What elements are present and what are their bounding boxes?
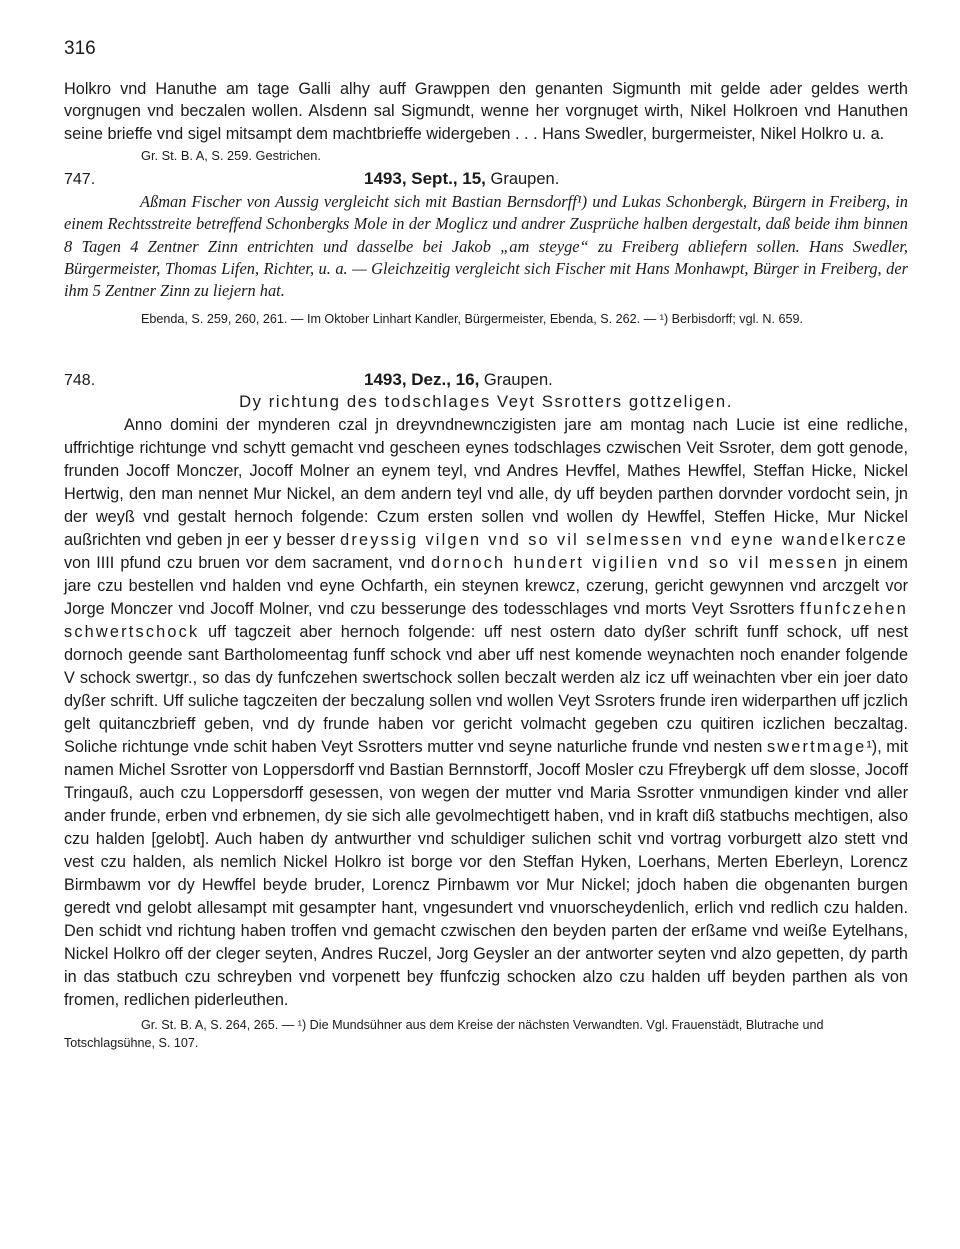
entry-748-title: Dy richtung des todschlages Veyt Ssrotters gottzeligen. xyxy=(239,392,733,412)
entry-747-dateline xyxy=(364,169,559,189)
entry-748-place: Graupen. xyxy=(483,371,553,390)
entry-748-header xyxy=(64,370,908,390)
entry-748-footnote: Gr. St. B. A, S. 264, 265. — ¹) Die Mundsühner aus dem Kreise der nächsten Verwandten. Vgl. Frauenstädt, Blutrache und Totschlagsühne, S. 107. xyxy=(64,1018,824,1051)
text-part: ¹), mit namen Michel Ssrotter von Loppersdorff vnd Bastian Bernnstorff, Jocoff Mosler czu Ffreybergk uff dem slosse, Jocoff Tringauß, auch czu Loppersdorff gesessen, von wegen der mutter vnd Maria Ssrotter vnmundigen kinder vnd aller ander frunde, erben vnd erbnemen, dy sie sich alle gevolmechtigett haben, vnd in kraft diß statbuchs mechtigen, also czu halden [gelobt]. Auch haben dy antwurther vnd schuldiger sulichen schit vnd vortrag vorburgett alzo stett vnd vest czu halden, als nemlich Nickel Holkro ist borge vor den Steffan Hyken, Loerhans, Merten Eberleyn, Lorencz Birmbawm vor dy Hewffel beyde bruder, Lorencz Pirnbawm vor Mur Nickel; jdoch haben die obgenanten burgen geredt vnd gelobt allesampt mit gesampter hant, vngesundert vnd vnuorscheydenlich, erlich vnd redlich czu halden. Den schidt vnd richtung haben troffen vnd gemacht czwischen den beyden parten der erßame vnd weiße Eytelhans, Nickel Holkro off der cleger seyten, Andres Ruczel, Jorg Geysler an der antworter seyten vnd alzo gepetten, dy parth in das statbuch czu schreyben vnd vorpenett bey ffunfczig schocken alzo czu halden uff beyden parthen als von fromen, redlichen piderleuthen. xyxy=(64,738,909,1010)
page-number: 316 xyxy=(64,38,96,59)
text-part: uff tagczeit aber hernoch folgende: uff nest ostern dato dyßer schrift funff schock, uff nest dornoch geende sant Bartholomeentag funff schock vnd aber uff nest komende weynachten noch enander folgende V schock swertgr., so das dy funfczehen swertschock sollen beczalt werden alz icz uff weinachten vber ein joer dato dyßer schrift. Uff suliche tagczeiten der beczalung sollen vnd wollen Veyt Ssroters frunde iren widerparthen uff jczlich gelt quitanczbrieff geben, vnd dy frunde haben vor gericht volmacht gegeben czu quitiren iczlichen beczaltag. Soliche richtunge vnde schit haben Veyt Ssrotters mutter vnd seyne naturliche frunde vnd nesten xyxy=(64,623,908,757)
entry-748-dateline xyxy=(364,370,553,390)
text-part: jn einem jare czu bestellen vnd halden vnd eyne Ochfarth, ein steynen krewcz, czerung, gericht gewynnen vnd arczgelt vor Jorge Monczer vnd Jocoff Molner, vnd czu besserunge des todesschlages vnd morts Veyt Ssrotters xyxy=(64,554,908,619)
spaced-text: ffunfczehen schwertschock xyxy=(64,600,908,642)
entry-747-regest: Aßman Fischer von Aussig vergleicht sich mit Bastian Bernsdorff¹) und Lukas Schonbergk, Bürgern in Freiberg, in einem Rechtsstreite betreffend Schonbergks Mole in der Moglicz und andrer Zusprüche halben dergestalt, daß beide ihm binnen 8 Tagen 4 Zentner Zinn entrichten und dasselbe bei Jakob „am steyge“ zu Freiberg abliefern sollen. Hans Swedler, Bürgermeister, Thomas Lifen, Richter, u. a. — Gleichzeitig vergleicht sich Fischer mit Hans Monhawpt, Bürger in Freiberg, der ihm 5 Zentner Zinn zu liejern hat. xyxy=(64,192,908,301)
entry-747-number: 747. xyxy=(64,171,96,189)
entry-748-text xyxy=(64,414,908,1012)
entry-746-continuation: Holkro vnd Hanuthe am tage Galli alhy auff Grawppen den genanten Sigmunth mit gelde ader geldes werth vorgnugen vnd beczalen wollen. Alsdenn sal Sigmundt, wenne her vorgnuget wirth, Nikel Holkroen vnd Hanuthen seine brieffe vnd sigel mitsampt dem machtbrieffe widergeben . . . Hans Swedler, burgermeister, Nikel Holkro u. a. xyxy=(64,80,908,143)
document-page xyxy=(64,38,908,1052)
text-part: Anno domini der mynderen czal jn dreyvndnewnczigisten jare am montag nach Lucie ist eine redliche, uffrichtige richtunge vnd schytt gemacht vnd gescheen eynes todschlages czwischen Veit Ssroter, dem gott genode, frunden Jocoff Monczer, Jocoff Molner an eynem teyl, vnd Andres Hevffel, Mathes Hewffel, Steffan Hicke, Nickel Hertwig, den man nennet Mur Nickel, an dem andern teyl vnd alle, dy uff beyden parthen dorvnder vordocht sein, jn der weyß vnd gestalt hernoch folgende: Czum ersten sollen vnd wollen dy Hewffel, Steffen Hicke, Mur Nickel außrichten vnd geben jn eer y besser xyxy=(64,416,908,550)
text-part: von IIII pfund czu bruen vor dem sacrament, vnd xyxy=(64,554,432,573)
entry-748-number: 748. xyxy=(64,372,96,390)
entry-748-date: 1493, Dez., 16, xyxy=(364,370,480,390)
entry-747-place: Graupen. xyxy=(490,170,560,189)
entry-746-source: Gr. St. B. A, S. 259. Gestrichen. xyxy=(141,148,321,164)
entry-747-header xyxy=(64,169,908,189)
spaced-text: dreyssig vilgen vnd so vil selmessen vnd eyne wandelkercze xyxy=(340,531,908,550)
spaced-text: dornoch hundert vigilien vnd so vil messen xyxy=(431,554,839,573)
entry-747-footnote: Ebenda, S. 259, 260, 261. — Im Oktober Linhart Kandler, Bürgermeister, Ebenda, S. 262. — ¹) Berbisdorff; vgl. N. 659. xyxy=(141,312,804,327)
entry-747-date: 1493, Sept., 15, xyxy=(364,169,486,189)
entry-gap xyxy=(64,328,908,366)
spaced-text: swertmage xyxy=(766,738,867,757)
